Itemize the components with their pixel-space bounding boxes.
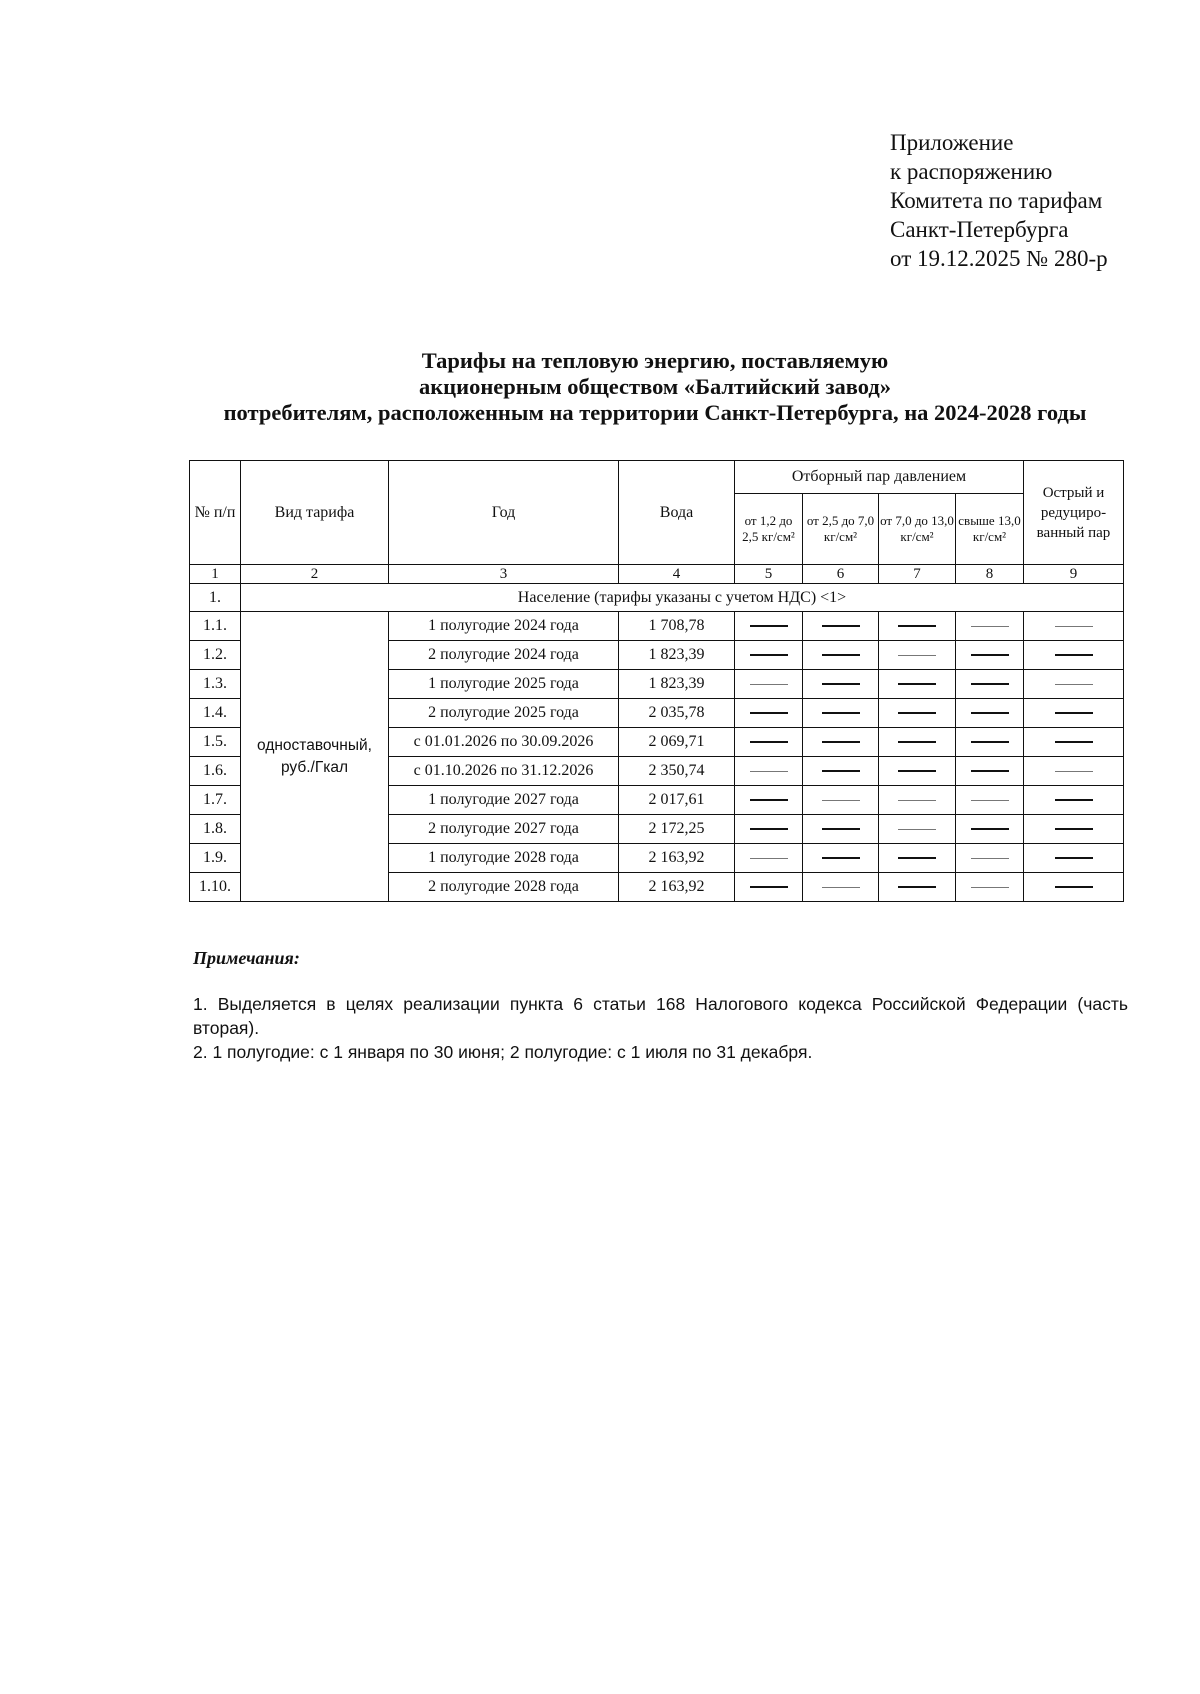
dash-mark (971, 741, 1009, 743)
row-period: 1 полугодие 2028 года (389, 844, 619, 873)
empty-value-cell (1024, 844, 1124, 873)
row-water-value: 2 035,78 (619, 699, 735, 728)
row-num: 1.9. (190, 844, 241, 873)
empty-value-cell (803, 786, 879, 815)
row-period: 1 полугодие 2024 года (389, 612, 619, 641)
empty-value-cell (879, 670, 956, 699)
empty-value-cell (735, 844, 803, 873)
dash-mark (750, 799, 788, 801)
empty-value-cell (803, 728, 879, 757)
dash-mark (971, 887, 1009, 888)
section-num: 1. (190, 584, 241, 612)
dash-mark (971, 683, 1009, 685)
empty-value-cell (879, 612, 956, 641)
row-num: 1.3. (190, 670, 241, 699)
dash-mark (1055, 654, 1093, 656)
dash-mark (822, 654, 860, 656)
column-number: 3 (389, 565, 619, 584)
empty-value-cell (956, 670, 1024, 699)
section-row (190, 584, 1124, 612)
row-period: 1 полугодие 2027 года (389, 786, 619, 815)
row-num: 1.10. (190, 873, 241, 902)
column-number: 7 (879, 565, 956, 584)
column-number: 1 (190, 565, 241, 584)
dash-mark (898, 655, 936, 656)
dash-mark (750, 741, 788, 743)
approval-line: от 19.12.2025 № 280-р (890, 246, 1108, 271)
empty-value-cell (803, 641, 879, 670)
row-num: 1.7. (190, 786, 241, 815)
dash-mark (1055, 712, 1093, 714)
empty-value-cell (1024, 612, 1124, 641)
header-steam-3: от 7,0 до 13,0 кг/см² (879, 494, 956, 565)
empty-value-cell (956, 873, 1024, 902)
dash-mark (822, 683, 860, 685)
section-label: Население (тарифы указаны с учетом НДС) <1> (241, 584, 1124, 612)
row-water-value: 2 017,61 (619, 786, 735, 815)
header-sharp-steam: Острый и редуциро-ванный пар (1024, 461, 1124, 565)
empty-value-cell (735, 670, 803, 699)
empty-value-cell (803, 757, 879, 786)
dash-mark (898, 829, 936, 830)
table-row (190, 612, 1124, 641)
row-water-value: 2 069,71 (619, 728, 735, 757)
empty-value-cell (1024, 757, 1124, 786)
row-period: 2 полугодие 2028 года (389, 873, 619, 902)
row-num: 1.5. (190, 728, 241, 757)
dash-mark (971, 626, 1009, 627)
empty-value-cell (879, 786, 956, 815)
empty-value-cell (1024, 786, 1124, 815)
dash-mark (1055, 771, 1093, 772)
row-water-value: 2 163,92 (619, 873, 735, 902)
dash-mark (822, 828, 860, 830)
row-water-value: 2 350,74 (619, 757, 735, 786)
empty-value-cell (956, 757, 1024, 786)
header-num: № п/п (190, 461, 241, 565)
column-number: 9 (1024, 565, 1124, 584)
empty-value-cell (803, 873, 879, 902)
dash-mark (898, 625, 936, 627)
empty-value-cell (735, 699, 803, 728)
dash-mark (750, 828, 788, 830)
approval-block (890, 128, 1108, 273)
dash-mark (822, 741, 860, 743)
dash-mark (1055, 857, 1093, 859)
notes-block (193, 946, 1128, 1064)
approval-line: Комитета по тарифам (890, 188, 1103, 213)
empty-value-cell (956, 728, 1024, 757)
dash-mark (750, 858, 788, 859)
notes-title: Примечания: (193, 948, 300, 968)
row-water-value: 1 708,78 (619, 612, 735, 641)
dash-mark (971, 654, 1009, 656)
row-num: 1.4. (190, 699, 241, 728)
dash-mark (822, 625, 860, 627)
row-water-value: 2 172,25 (619, 815, 735, 844)
dash-mark (971, 770, 1009, 772)
row-num: 1.6. (190, 757, 241, 786)
row-water-value: 1 823,39 (619, 641, 735, 670)
empty-value-cell (735, 786, 803, 815)
approval-line: Приложение (890, 130, 1014, 155)
dash-mark (898, 886, 936, 888)
column-number: 4 (619, 565, 735, 584)
empty-value-cell (1024, 699, 1124, 728)
row-period: 2 полугодие 2024 года (389, 641, 619, 670)
empty-value-cell (879, 844, 956, 873)
tariff-type-cell: одноставочный, руб./Гкал (241, 612, 389, 902)
empty-value-cell (735, 728, 803, 757)
dash-mark (750, 886, 788, 888)
title-line: акционерным обществом «Балтийский завод» (418, 374, 892, 399)
empty-value-cell (956, 641, 1024, 670)
row-num: 1.2. (190, 641, 241, 670)
dash-mark (898, 683, 936, 685)
empty-value-cell (735, 873, 803, 902)
dash-mark (971, 858, 1009, 859)
row-period: 2 полугодие 2027 года (389, 815, 619, 844)
header-steam-2: от 2,5 до 7,0 кг/см² (803, 494, 879, 565)
empty-value-cell (1024, 641, 1124, 670)
empty-value-cell (735, 815, 803, 844)
header-steam-1: от 1,2 до 2,5 кг/см² (735, 494, 803, 565)
header-tariff-type: Вид тарифа (241, 461, 389, 565)
empty-value-cell (735, 641, 803, 670)
empty-value-cell (1024, 815, 1124, 844)
empty-value-cell (956, 844, 1024, 873)
dash-mark (822, 770, 860, 772)
column-number: 2 (241, 565, 389, 584)
dash-mark (1055, 886, 1093, 888)
dash-mark (898, 857, 936, 859)
note-item: 2. 1 полугодие: с 1 января по 30 июня; 2 полугодие: с 1 июля по 31 декабря. (193, 1042, 813, 1062)
dash-mark (898, 741, 936, 743)
title-line: Тарифы на тепловую энергию, поставляемую (421, 348, 889, 373)
column-number-row (190, 565, 1124, 584)
column-number: 5 (735, 565, 803, 584)
row-num: 1.1. (190, 612, 241, 641)
dash-mark (822, 800, 860, 801)
header-steam-4: свыше 13,0 кг/см² (956, 494, 1024, 565)
empty-value-cell (879, 728, 956, 757)
dash-mark (898, 800, 936, 801)
dash-mark (898, 770, 936, 772)
title-line: потребителям, расположенным на территории Санкт-Петербурга, на 2024-2028 годы (223, 400, 1087, 425)
empty-value-cell (803, 670, 879, 699)
empty-value-cell (735, 757, 803, 786)
dash-mark (1055, 626, 1093, 627)
row-period: 1 полугодие 2025 года (389, 670, 619, 699)
empty-value-cell (1024, 873, 1124, 902)
empty-value-cell (803, 699, 879, 728)
dash-mark (822, 887, 860, 888)
empty-value-cell (803, 612, 879, 641)
empty-value-cell (956, 815, 1024, 844)
row-num: 1.8. (190, 815, 241, 844)
row-period: 2 полугодие 2025 года (389, 699, 619, 728)
dash-mark (750, 625, 788, 627)
row-water-value: 2 163,92 (619, 844, 735, 873)
dash-mark (898, 712, 936, 714)
tariff-table (189, 460, 1124, 902)
dash-mark (750, 654, 788, 656)
note-item: 1. Выделяется в целях реализации пункта 6 статьи 168 Налогового кодекса Российской Федерации (часть вторая). (193, 994, 1128, 1038)
dash-mark (971, 800, 1009, 801)
approval-line: Санкт-Петербурга (890, 217, 1069, 242)
empty-value-cell (879, 641, 956, 670)
dash-mark (1055, 741, 1093, 743)
row-period: с 01.01.2026 по 30.09.2026 (389, 728, 619, 757)
dash-mark (750, 712, 788, 714)
dash-mark (1055, 828, 1093, 830)
header-steam-group: Отборный пар давлением (735, 461, 1024, 494)
document-title (170, 348, 1140, 426)
empty-value-cell (879, 699, 956, 728)
column-number: 8 (956, 565, 1024, 584)
empty-value-cell (803, 844, 879, 873)
dash-mark (1055, 684, 1093, 685)
dash-mark (971, 828, 1009, 830)
approval-line: к распоряжению (890, 159, 1053, 184)
empty-value-cell (956, 612, 1024, 641)
dash-mark (750, 684, 788, 685)
empty-value-cell (1024, 728, 1124, 757)
dash-mark (1055, 799, 1093, 801)
header-year: Год (389, 461, 619, 565)
empty-value-cell (879, 815, 956, 844)
header-water: Вода (619, 461, 735, 565)
dash-mark (822, 712, 860, 714)
column-number: 6 (803, 565, 879, 584)
row-period: с 01.10.2026 по 31.12.2026 (389, 757, 619, 786)
empty-value-cell (803, 815, 879, 844)
dash-mark (822, 857, 860, 859)
empty-value-cell (1024, 670, 1124, 699)
dash-mark (750, 771, 788, 772)
empty-value-cell (879, 757, 956, 786)
empty-value-cell (956, 699, 1024, 728)
dash-mark (971, 712, 1009, 714)
empty-value-cell (735, 612, 803, 641)
empty-value-cell (956, 786, 1024, 815)
row-water-value: 1 823,39 (619, 670, 735, 699)
empty-value-cell (879, 873, 956, 902)
